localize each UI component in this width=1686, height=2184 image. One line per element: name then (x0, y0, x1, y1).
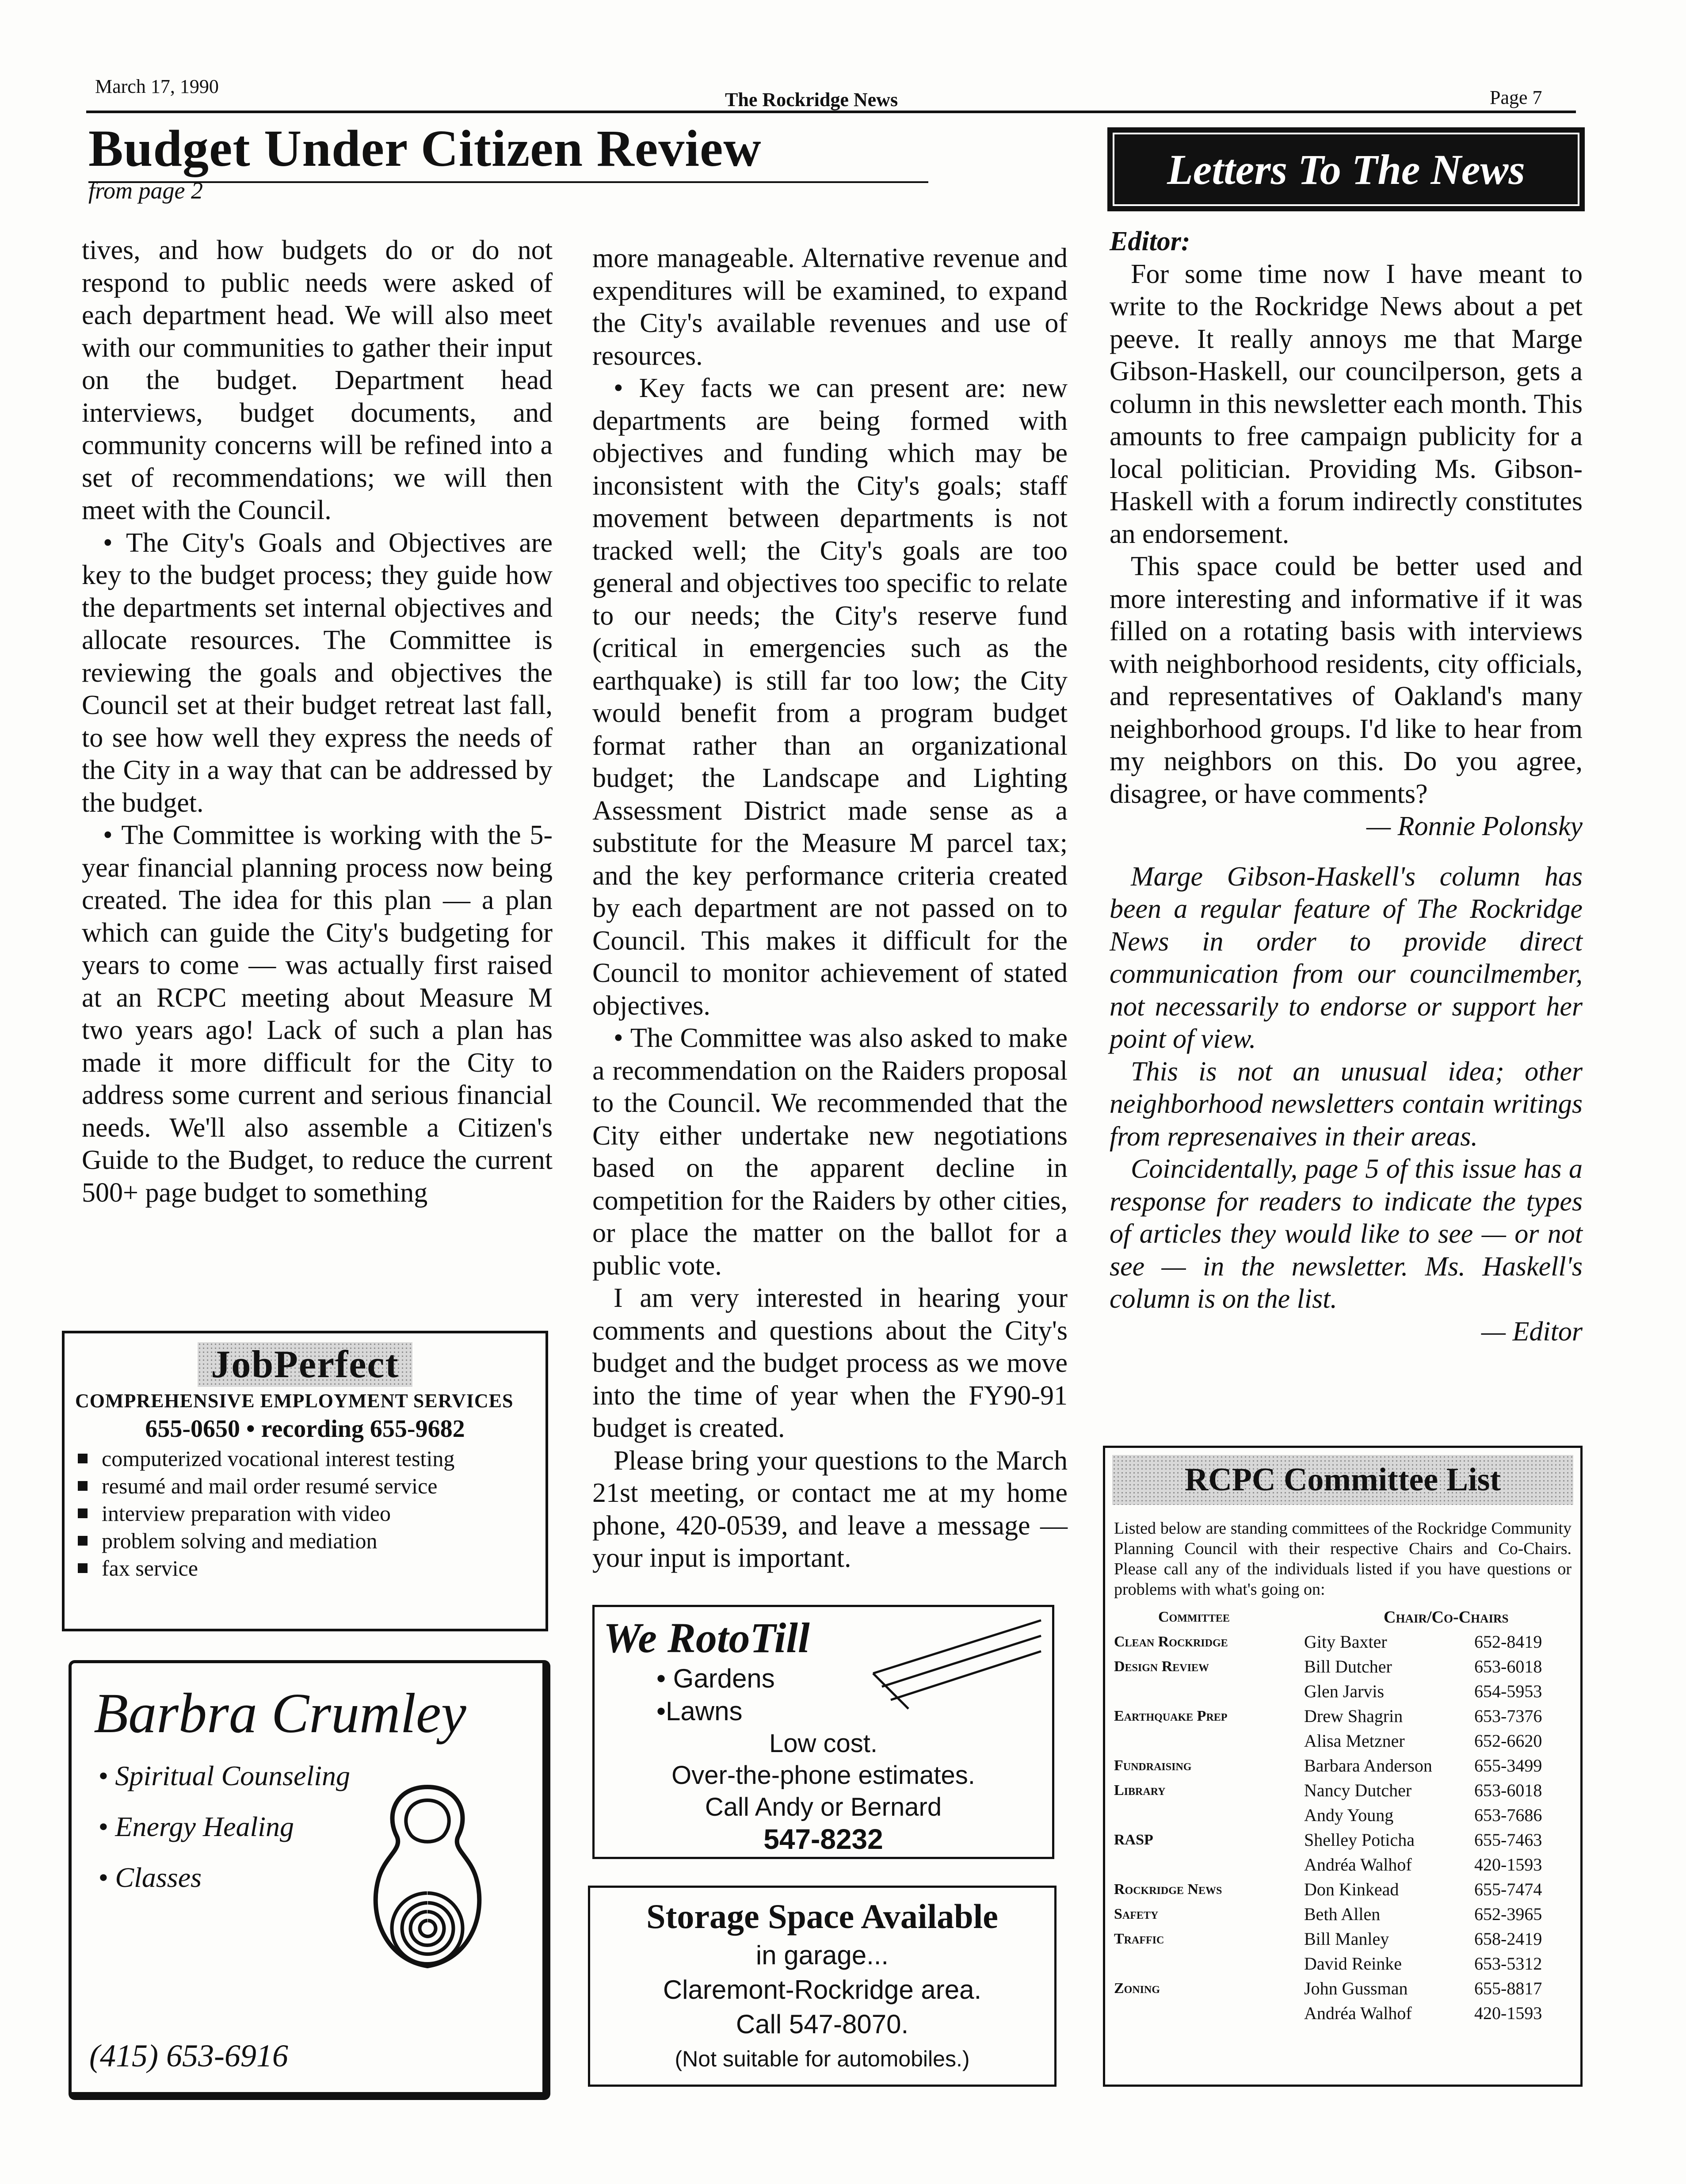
rototill-lines-icon (869, 1616, 1045, 1713)
storage-line: (Not suitable for automobiles.) (675, 2047, 970, 2071)
rcpc-table-header (1114, 1605, 1572, 1630)
service-item: Classes (115, 1862, 202, 1893)
letter-signature: — Ronnie Polonsky (1366, 811, 1583, 841)
storage-line: Claremont-Rockridge area. (663, 1975, 982, 2005)
publication-name: The Rockridge News (725, 89, 898, 111)
article-paragraph: tives, and how budgets do or do not respond to public needs were asked of each department head. We will also meet with our communities to gather their input on the budget. Department head interviews, budget documents, and community concerns will be refined into a set of recommendations; we will then meet with the Council. (82, 235, 553, 525)
table-row: Fundraising Barbara Anderson 655-3499 (1114, 1756, 1542, 1775)
page-number: Page 7 (1490, 87, 1542, 108)
article-paragraph: • The City's Goals and Objectives are key to the budget process; they guide how the departments set internal objectives and allocate resources. The Committee is reviewing the goals and objectives the Council set at their budget retreat last fall, to see how well they express the needs of the City in a way that can be addressed by the budget. (82, 527, 553, 820)
table-row: RASP Shelley Poticha 655-7463 (1114, 1830, 1542, 1850)
jobperfect-ad (62, 1331, 548, 1631)
article-paragraph: I am very interested in hearing your comments and questions about the City's budget and the budget process as we move into the time of year when the FY90-91 budget is created. (592, 1283, 1068, 1443)
rototill-title: We RotoTill (603, 1614, 810, 1661)
rototill-item: • Gardens (656, 1664, 775, 1693)
issue-date: March 17, 1990 (95, 76, 219, 97)
service-item: Spiritual Counseling (115, 1760, 350, 1791)
jobperfect-services (75, 1445, 535, 1582)
rcpc-intro: Listed below are standing committees of the Rockridge Community Planning Council with their respective Chairs and Co-Chairs. Please call any of the individuals listed if you have questions or problems with what's going on: (1114, 1519, 1572, 1599)
table-row: Earthquake Prep Drew Shagrin 653-7376 (1114, 1706, 1542, 1726)
table-row: Andréa Walhof 420-1593 (1304, 1855, 1542, 1875)
jobperfect-tagline: COMPREHENSIVE EMPLOYMENT SERVICES (75, 1390, 514, 1412)
table-row: Design Review Bill Dutcher 653-6018 (1114, 1657, 1542, 1676)
list-item: fax service (75, 1554, 535, 1582)
barbra-crumley-ad (69, 1660, 550, 2100)
article-column-1 (82, 234, 553, 1209)
barbra-phone: (415) 653-6916 (89, 2038, 288, 2073)
barbra-name: Barbra Crumley (94, 1682, 466, 1745)
article-column-2 (592, 242, 1068, 1575)
table-row: Safety Beth Allen 652-3965 (1114, 1904, 1542, 1924)
table-row: Andréa Walhof 420-1593 (1304, 2003, 1542, 2023)
rcpc-committee-list (1103, 1446, 1583, 2087)
letter-paragraph: This space could be better used and more interesting and informative if it was filled on a rotating basis with interviews with neighborhood residents, city officials, and representatives of Oakland's many neighborhood groups. I'd like to hear from my neighbors on this. Do you agree, disagree, or have comments? (1110, 551, 1583, 809)
list-item: resumé and mail order resumé service (75, 1472, 535, 1500)
goddess-spiral-icon (355, 1783, 500, 1973)
table-row: Zoning John Gussman 655-8817 (1114, 1978, 1542, 1998)
letter-paragraph: For some time now I have meant to write to the Rockridge News about a pet peeve. It really annoys me that Marge Gibson-Haskell, our councilperson, gets a column in this newsletter each month. This amounts to free campaign publicity for a local politician. Providing Ms. Gibson-Haskell with a forum indirectly constitutes an endorsement. (1110, 259, 1583, 549)
article-paragraph: • The Committee is working with the 5-year financial planning process now being created. The idea for this plan — a plan which can guide the City's budgeting for years to come — was actually first raised at an RCPC meeting about Measure M two years ago! Lack of such a plan has made it more difficult for the City to address some current and serious financial needs. We'll also assemble a Citizen's Guide to the Budget, to reduce the current 500+ page budget to something (82, 819, 553, 1209)
rototill-line: Over-the-phone estimates. (671, 1761, 975, 1790)
editor-reply: Marge Gibson-Haskell's column has been a regular feature of The Rockridge News in order to provide direct communication from our councilmember, not necessarily to endorse or support her point of view. (1110, 861, 1583, 1054)
from-page: from page 2 (88, 177, 203, 204)
rototill-line: Low cost. (769, 1729, 877, 1758)
table-row: Glen Jarvis 654-5953 (1304, 1681, 1542, 1701)
header-rule (86, 111, 1576, 113)
table-row: Alisa Metzner 652-6620 (1304, 1731, 1542, 1751)
rcpc-table-body (1114, 1630, 1572, 2026)
list-item: interview preparation with video (75, 1500, 535, 1527)
letters-banner-title: Letters To The News (1167, 145, 1525, 193)
rototill-phone: 547-8232 (763, 1823, 883, 1855)
rototill-line: Call Andy or Bernard (705, 1793, 942, 1821)
article-title: Budget Under Citizen Review (88, 119, 762, 177)
title-rule (88, 181, 928, 183)
table-row: David Reinke 653-5312 (1304, 1954, 1542, 1974)
editor-signature: — Editor (1481, 1316, 1583, 1347)
service-item: Energy Healing (115, 1811, 294, 1842)
list-item: computerized vocational interest testing (75, 1445, 535, 1472)
jobperfect-phones: 655-0650 • recording 655-9682 (145, 1415, 465, 1443)
table-row: Traffic Bill Manley 658-2419 (1114, 1929, 1542, 1949)
rototill-ad (592, 1605, 1054, 1859)
barbra-services: • Spiritual Counseling • Energy Healing • Classes (98, 1760, 350, 1893)
editor-reply: This is not an unusual idea; other neighborhood newsletters contain writings from represenaives in their areas. (1110, 1056, 1583, 1152)
editor-reply: Coincidentally, page 5 of this issue has a response for readers to indicate the types of articles they would like to see — or not see — in the newsletter. Ms. Haskell's column is on the list. (1110, 1154, 1583, 1314)
letters-banner (1107, 127, 1585, 211)
article-paragraph: • Key facts we can present are: new departments are being formed with objectives and funding which may be inconsistent with the City's goals; staff movement between departments is not tracked well; the City's goals are too general and objectives too specific to relate to our needs; the City's reserve fund (critical in emergencies such as the earthquake) is still far too low; the City would benefit from a program budget format rather than an organizational budget; the Landscape and Lighting Assessment District made sense as a substitute for the Measure M parcel tax; and the key performance criteria created by each department are not passed on to Council. This makes it difficult for the Council to monitor achievement of stated objectives. (592, 372, 1068, 1022)
storage-ad (588, 1886, 1057, 2087)
letters-column (1110, 225, 1583, 1348)
article-paragraph: Please bring your questions to the March 21st meeting, or contact me at my home phone, 420-0539, and leave a message — your input is important. (592, 1445, 1068, 1573)
table-row: Clean Rockridge Gity Baxter 652-8419 (1114, 1632, 1542, 1652)
list-item: problem solving and mediation (75, 1527, 535, 1554)
jobperfect-name: JobPerfect (198, 1342, 412, 1387)
table-row: Rockridge News Don Kinkead 655-7474 (1114, 1879, 1542, 1899)
column-header: Chair/Co-Chairs (1384, 1608, 1509, 1627)
storage-line: in garage... (755, 1940, 889, 1970)
storage-title: Storage Space Available (646, 1897, 998, 1936)
column-header: Committee (1158, 1609, 1230, 1625)
table-row: Andy Young 653-7686 (1304, 1805, 1542, 1825)
rototill-item: •Lawns (656, 1696, 743, 1726)
table-row: Library Nancy Dutcher 653-6018 (1114, 1780, 1542, 1800)
rcpc-title: RCPC Committee List (1112, 1455, 1573, 1505)
letter-salutation: Editor: (1110, 226, 1190, 256)
storage-line: Call 547-8070. (736, 2009, 909, 2039)
article-paragraph: • The Committee was also asked to make a recommendation on the Raiders proposal to the Council. We recommended that the City either undertake new negotiations based on the apparent decline in competition for the Raiders by other cities, or place the matter on the ballot for a public vote. (592, 1022, 1068, 1282)
article-paragraph: more manageable. Alternative revenue and expenditures will be examined, to expand the City's available revenues and use of resources. (592, 243, 1068, 371)
